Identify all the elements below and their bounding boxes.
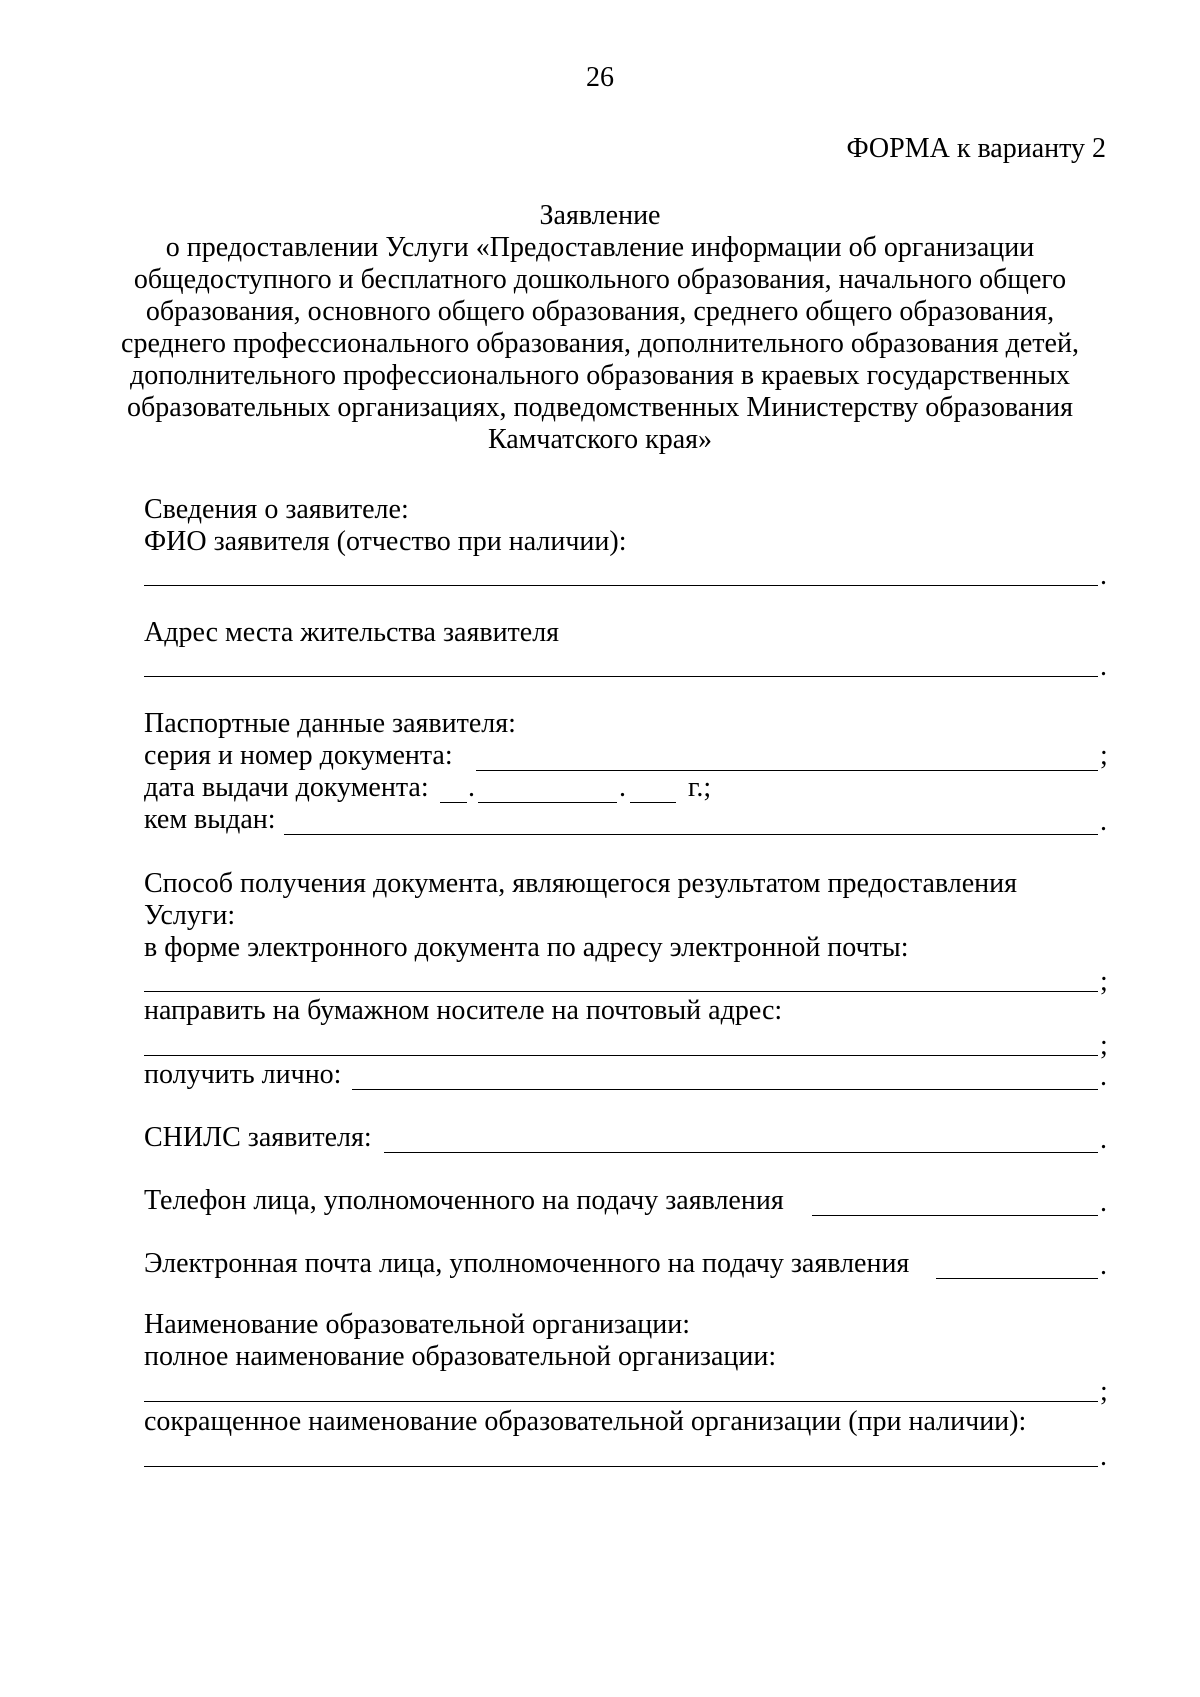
date-separator: . — [619, 772, 626, 803]
issued-by-label: кем выдан: — [144, 804, 276, 835]
title-line: Камчатского края» — [487, 424, 713, 455]
delivery-section-label-cont: Услуги: — [144, 900, 236, 931]
date-year-field-line[interactable] — [630, 802, 676, 803]
issued-by-field-line[interactable] — [284, 834, 1098, 835]
period: . — [1100, 1441, 1107, 1472]
organization-short-name-field-line[interactable] — [144, 1466, 1098, 1467]
delivery-email-option: в форме электронного документа по адресу электронной почты: — [144, 932, 909, 963]
phone-label: Телефон лица, уполномоченного на подачу заявления — [144, 1185, 784, 1216]
title-line: о предоставлении Услуги «Предоставление информации об организации — [165, 232, 1035, 263]
organization-short-name-label: сокращенное наименование образовательной организации (при наличии): — [144, 1406, 1027, 1437]
period: . — [1100, 1250, 1107, 1281]
document-title — [100, 200, 1100, 456]
title-line: дополнительного профессионального образования в краевых государственных — [129, 360, 1071, 391]
period: . — [1100, 1187, 1107, 1218]
email-field-line[interactable] — [936, 1278, 1098, 1279]
organization-full-name-label: полное наименование образовательной организации: — [144, 1341, 777, 1372]
title-line: общедоступного и бесплатного дошкольного образования, начального общего — [133, 264, 1067, 295]
delivery-paper-field-line[interactable] — [144, 1055, 1098, 1056]
date-month-field-line[interactable] — [478, 802, 617, 803]
year-suffix: г.; — [688, 772, 712, 803]
delivery-section-label: Способ получения документа, являющегося результатом предоставления — [144, 868, 1018, 899]
delivery-personal-option: получить лично: — [144, 1059, 342, 1090]
organization-section-label: Наименование образовательной организации: — [144, 1309, 691, 1340]
delivery-personal-field-line[interactable] — [352, 1089, 1098, 1090]
passport-date-label: дата выдачи документа: — [144, 772, 429, 803]
address-label: Адрес места жительства заявителя — [144, 617, 560, 648]
snils-field-line[interactable] — [384, 1152, 1098, 1153]
snils-label: СНИЛС заявителя: — [144, 1122, 372, 1153]
period: . — [1100, 806, 1107, 837]
fio-field-line[interactable] — [144, 585, 1098, 586]
organization-full-name-field-line[interactable] — [144, 1401, 1098, 1402]
form-label: ФОРМА к варианту 2 — [846, 133, 1106, 164]
phone-field-line[interactable] — [812, 1215, 1098, 1216]
title-line: образования, основного общего образования, среднего общего образования, — [145, 296, 1055, 327]
address-field-line[interactable] — [144, 676, 1098, 677]
period: . — [1100, 1061, 1107, 1092]
semicolon: ; — [1100, 966, 1108, 997]
title-line: среднего профессионального образования, дополнительного образования детей, — [121, 328, 1079, 359]
delivery-email-field-line[interactable] — [144, 991, 1098, 992]
date-separator: . — [468, 772, 475, 803]
passport-series-field-line[interactable] — [476, 770, 1098, 771]
email-label: Электронная почта лица, уполномоченного на подачу заявления — [144, 1248, 910, 1279]
semicolon: ; — [1100, 740, 1108, 771]
passport-section-label: Паспортные данные заявителя: — [144, 708, 516, 739]
fio-label: ФИО заявителя (отчество при наличии): — [144, 526, 627, 557]
passport-series-label: серия и номер документа: — [144, 740, 453, 771]
date-day-field-line[interactable] — [440, 802, 467, 803]
semicolon: ; — [1100, 1376, 1108, 1407]
period: . — [1100, 651, 1107, 682]
delivery-paper-option: направить на бумажном носителе на почтовый адрес: — [144, 995, 783, 1026]
page-number: 26 — [586, 62, 614, 93]
title-heading: Заявление — [539, 200, 661, 231]
period: . — [1100, 560, 1107, 591]
period: . — [1100, 1124, 1107, 1155]
title-line: образовательных организациях, подведомственных Министерству образования — [126, 392, 1073, 423]
applicant-section-label: Сведения о заявителе: — [144, 494, 409, 525]
semicolon: ; — [1100, 1030, 1108, 1061]
